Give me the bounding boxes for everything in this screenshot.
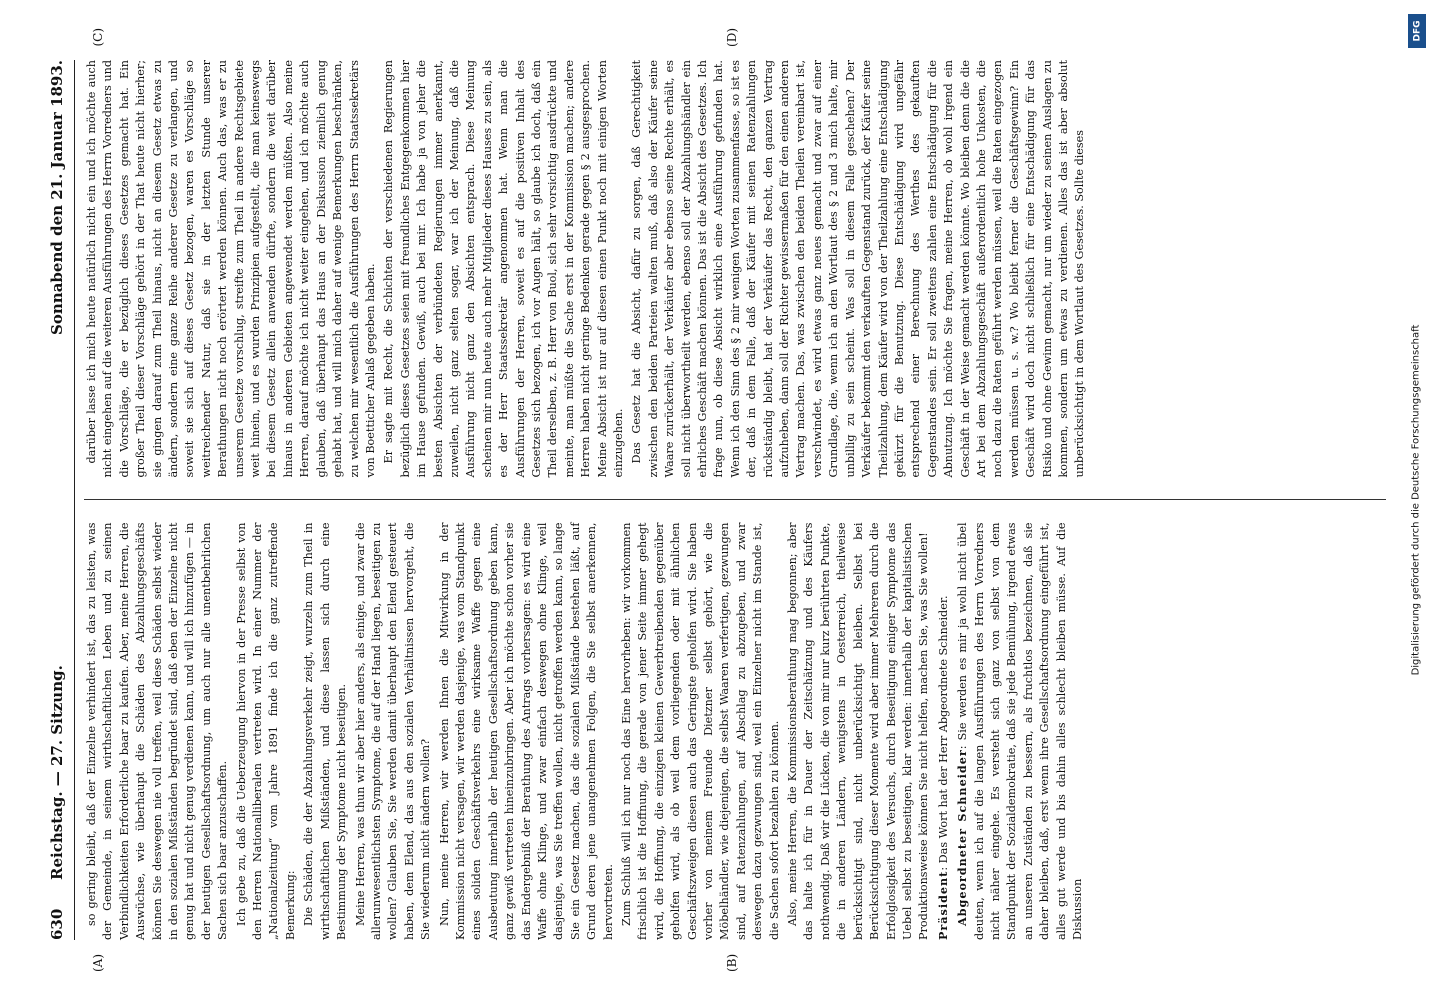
paragraph: Meine Herren, was thun wir aber hier anders, als einige, und zwar die allerunwesentlichsten Symptome, die auf der Hand liegen, beseitigen zu wollen? Glauben Sie, Sie werden damit überhaupt den Elend gesteuert haben, dem Elend, das aus den sozialen Verhältnissen hervorgeht, die Sie wiederum nicht ändern wollen? <box>353 522 433 940</box>
document-page <box>26 20 1406 980</box>
right-column <box>84 28 1386 478</box>
paragraph: Er sagte mit Recht, die Schichten der verschiedenen Regierungen bezüglich dieses Gesetzes seien mit freundliches Entgegenkommen hier im Hause gefunden. Gewiß, auch bei mir. Ich habe ja von jeher die besten Absichten der verbündeten Regierungen immer anerkannt, zuweilen, nicht ganz selten sogar, war ich der Meinung, daß die Ausführung nicht ganz den Absichten entsprach. Diese Meinung scheinen mir nun heute auch mehr Mitglieder dieses Hauses zu sein, als es der Herr Staatssekretär angenommen hat. Wenn man die Ausführungen der Herren, soweit es auf die positiven Inhalt des Gesetzes sich bezogen, ich vor Augen hält, so glaube ich doch, daß ein Theil derselben, z. B. Herr von Buol, sich sehr vorsichtig ausdrückte und meinte, man müßte die Sache erst in der Kommission machen; andere Herren haben nicht geringe Bedenken gerade gegen § 2 ausgesprochen. Meine Absicht ist nur auf diesen einen Punkt noch mit einigen Worten einzugehen. <box>382 60 625 478</box>
header-rule <box>74 60 75 940</box>
dfg-logo: DFG <box>1408 14 1426 48</box>
speech-text: Sie werden es mir ja wohl nicht übel deuten, wenn ich auf die langen Ausführungen des Herrn Vorredners nicht näher eingehe. Es versteht sich ganz von selbst von dem Standpunkt der Sozialdemokratie, daß sie jede Bemühung, irgend etwas an unseren Zuständen zu bessern, als fruchtlos bezeichnen, daß sie daher bleiben, daß, erst wenn ihre Gesellschaftsordnung eingeführt ist, alles gut werde und bis dahin alles schlecht bleiben müsse. Auf die Diskussion <box>956 522 1084 940</box>
margin-mark-d: (D) <box>725 28 739 47</box>
running-title: Reichstag. — 27. Sitzung. <box>48 665 66 880</box>
text-columns <box>84 28 1386 972</box>
digitization-credit <box>1404 0 1428 1000</box>
margin-mark-c: (C) <box>91 28 105 47</box>
margin-mark-a: (A) <box>91 953 105 972</box>
paragraph: Also, meine Herren, die Kommissionsberathung mag begonnen; aber das halte ich für in Dauer der Zeitschätzung und des Käufers nothwendig. Daß wir die Lücken, die von mir nur kurz berührten Punkte, die in anderen Ländern, wenigstens in Oesterreich, theilweise berücksichtigt sind, nicht unberücksichtigt bleiben. Selbst bei Berücksichtigung dieser Momente wird aber immer Mehreren durch die Erfolglosigkeit des Versuchs, durch Beseitigung einiger Symptome das Uebel selbst zu beseitigen, klar werden: innerhalb der kapitalistischen Produktionsweise können Sie nicht helfen, machen Sie, was Sie wollen! <box>786 522 931 940</box>
speaker-name: Abgeordneter Schneider <box>955 749 970 926</box>
margin-mark-b: (B) <box>725 953 739 972</box>
paragraph: Das Gesetz hat die Absicht, dafür zu sorgen, daß Gerechtigkeit zwischen den beiden Parteien walten muß, daß also der Käufer seine Waare zurückerhält, der Verkäufer aber ebenso seine Rechte erhält, es soll nicht überwortheilt werden, ebenso soll der Abzahlungshändler ein ehrliches Geschäft machen können. Das ist die Absicht des Gesetzes. Ich frage nun, ob diese Absicht wirklich eine Ausführung gefunden hat. Wenn ich den Sinn des § 2 mir wenigen Worten zusammenfasse, so ist es der, daß in dem Falle, daß der Käufer mit seinen Ratenzahlungen rückständig bleibt, hat der Verkäufer das Recht, den ganzen Vertrag aufzuheben, dann soll der Richter gewissermaßen für den einen anderen Vertrag machen. Das, was zwischen den beiden Theilen vereinbart ist, verschwindet, es wird etwas ganz neues gemacht und zwar auf einer Grundlage, die, wenn ich an den Wortlaut des § 2 und 3 mich halte, mir unbillig zu sein scheint. Was soll in diesem Falle geschehen? Der Verkäufer bekommt den verkauften Gegenstand zurück, der Käufer seine Theilzahlung, dem Käufer wird von der Theilzahlung eine Entschädigung gekürzt für die Benutzung. Diese Entschädigung wird ungefähr entsprechend einer Berechnung des Werthes des gekauften Gegenstandes sein. Er soll zweitens zahlen eine Entschädigung für die Abnutzung. Ich möchte Sie fragen, meine Herren, ob wohl irgend ein Geschäft in der Weise gemacht werden könnte. Wo bleiben denn die die Art bei dem Abzahlungsgeschäft außerordentlich hohe Unkosten, die noch dazu die Raten geführt werden müssen, weil die Raten eingezogen werden müssen u. s. w.? Wo bleibt ferner die Geschäftsgewinn? Ein Geschäft wird doch nicht schließlich für eine Entschädigung für das Risiko und ohne Gewinn gemacht, nur um wieder zu seinen Auslagen zu kommen, sondern um etwas zu verdienen. Alles das ist aber absolut unberücksichtigt in dem Wortlaut des Gesetzes. Sollte dieses <box>630 60 1087 478</box>
paragraph: so gering bleibt, daß der Einzelne verhindert ist, das zu leisten, was der Gemeinde, in seinem wirthschaftlichen Leben und zu seinen Verbindlichkeiten Erforderliche baar zu kaufen. Aber, meine Herren, die Auswüchse, wie überhaupt die Schäden des Abzahlungsgeschäfts können Sie deswegen nie voll treffen, weil diese Schäden selbst wieder in den sozialen Mißständen begründet sind, daß eben der Einzelne nicht genug hat und nicht genug verdienen kann, und will ich hinzufügen — in der heutigen Gesellschaftsordnung, um auch nur alle unentbehrlichen Sachen sich baar anzuschaffen. <box>85 522 230 940</box>
credit-text: Digitalisierung gefördert durch die Deutsche Forschungsgemeinschaft <box>1410 324 1422 676</box>
president-paragraph: Präsident: Das Wort hat der Herr Abgeordnete Schneider. <box>935 595 950 940</box>
left-column <box>84 522 1386 972</box>
column-divider <box>84 500 1386 501</box>
page-header <box>44 60 70 940</box>
speech-text: Das Wort hat der Herr Abgeordnete Schneider. <box>936 595 950 864</box>
paragraph: darüber lasse ich mich heute natürlich nicht ein und ich möchte auch nicht eingehen auf die weiteren Ausführungen des Herrn Vorredners und die Vorschläge, die er bezüglich dieses Gesetzes gemacht hat. Ein großer Theil dieser Vorschläge gehört in der That heute nicht hierher; sie gingen darauf zum Theil hinaus, nicht an diesem Gesetz etwas zu ändern, sondern eine ganze Reihe anderer Gesetze zu verlangen, und soweit sie sich auf dieses Gesetz bezogen, waren es Vorschläge so weitreichender Natur, daß sie in der letzten Stunde unserer Berathungen nicht noch erörtert werden können. Auch das, was er zu unserem Gesetze vorschlug, streifte zum Theil in andere Rechtsgebiete weit hinein, und es wurden Prinzipien aufgestellt, die man keineswegs bei diesem Gesetz allein anwenden dürfte, sondern die weit darüber hinaus in anderen Gebieten angewendet werden müßten. Also meine Herren, darauf möchte ich nicht weiter eingehen, und ich möchte auch glauben, daß überhaupt das Haus an der Diskussion ziemlich genug gehabt hat, und will mich daher auf wenige Bemerkungen beschränken, zu welchen mir wesentlich die Ausführungen des Herrn Staatssekretärs von Boetticher Anlaß gegeben haben. <box>85 60 377 478</box>
speaker-name: Präsident <box>935 870 950 940</box>
paragraph: Zum Schluß will ich nur noch das Eine hervorheben: wir vorkommen frischlich ist die Hoffnung, die gerade von jener Seite immer gehegt wird, die Hoffnung, die einzigen kleinen Gewerbtreibenden gegenüber geholfen wird, als ob weil dem vorliegenden oder mit ähnlichen Geschäftszweigen diesen auch das Geringste geholfen wird. Sie haben vorher von meinem Freunde Dietzner selbst gehört, wie die Möbelhändler, wie diejenigen, die selbst Waaren verfertigen, gezwungen sind, auf Ratenzahlungen, auf Abschlag zu abzugeben, und zwar deswegen dazu gezwungen sind, weil ein Einzelner nicht im Stande ist, die Sachen sofort bezahlen zu können. <box>620 522 781 940</box>
page-number: 630 <box>48 908 66 940</box>
paragraph: Ich gebe zu, daß die Ueberzeugung hiervon in der Presse selbst von den Herren Nationalliberalen vertreten wird. In einer Nummer der „Nationalzeitung“ vom Jahre 1891 finde ich die ganz zutreffende Bemerkung: <box>234 522 297 940</box>
paragraph: Die Schäden, die der Abzahlungsverkehr zeigt, wurzeln zum Theil in wirthschaftlichen Mißständen, und diese lassen sich durch eine Bestimmung der Symptome nicht beseitigen. <box>302 522 349 940</box>
speaker-paragraph: Abgeordneter Schneider: Sie werden es mir ja wohl nicht übel deuten, wenn ich auf die langen Ausführungen des Herrn Vorredners nicht näher eingehe. Es versteht sich ganz von selbst von dem Standpunkt der Sozialdemokratie, daß sie jede Bemühung, irgend etwas an unseren Zuständen zu bessern, als fruchtlos bezeichnen, daß sie daher bleiben, daß, erst wenn ihre Gesellschaftsordnung eingeführt ist, alles gut werde und bis dahin alles schlecht bleiben müsse. Auf die Diskussion <box>955 522 1084 940</box>
session-date: Sonnabend den 21. Januar 1893. <box>48 60 66 335</box>
paragraph: Nun, meine Herren, wir werden Ihnen die Mitwirkung in der Kommission nicht versagen, wir werden dasjenige, was vom Standpunkt eines soliden Geschäftsverkehrs eine wirksame Waffe gegen eine Ausbeutung innerhalb der heutigen Gesellschaftsordnung geben kann, ganz gewiß vertreten hineinzubringen. Aber ich möchte schon vorher sie das Endergebniß der Berathung des Antrags vorhersagen: es wird eine Waffe ohne Klinge, und zwar einfach deswegen ohne Klinge, weil dasjenige, was Sie treffen wollen, nicht getroffen werden kann, so lange Sie ein Gesetz machen, das die sozialen Mißstände bestehen läßt, auf Grund deren jene unangenehmen Folgen, die Sie selbst anerkennen, hervortreten. <box>437 522 615 940</box>
